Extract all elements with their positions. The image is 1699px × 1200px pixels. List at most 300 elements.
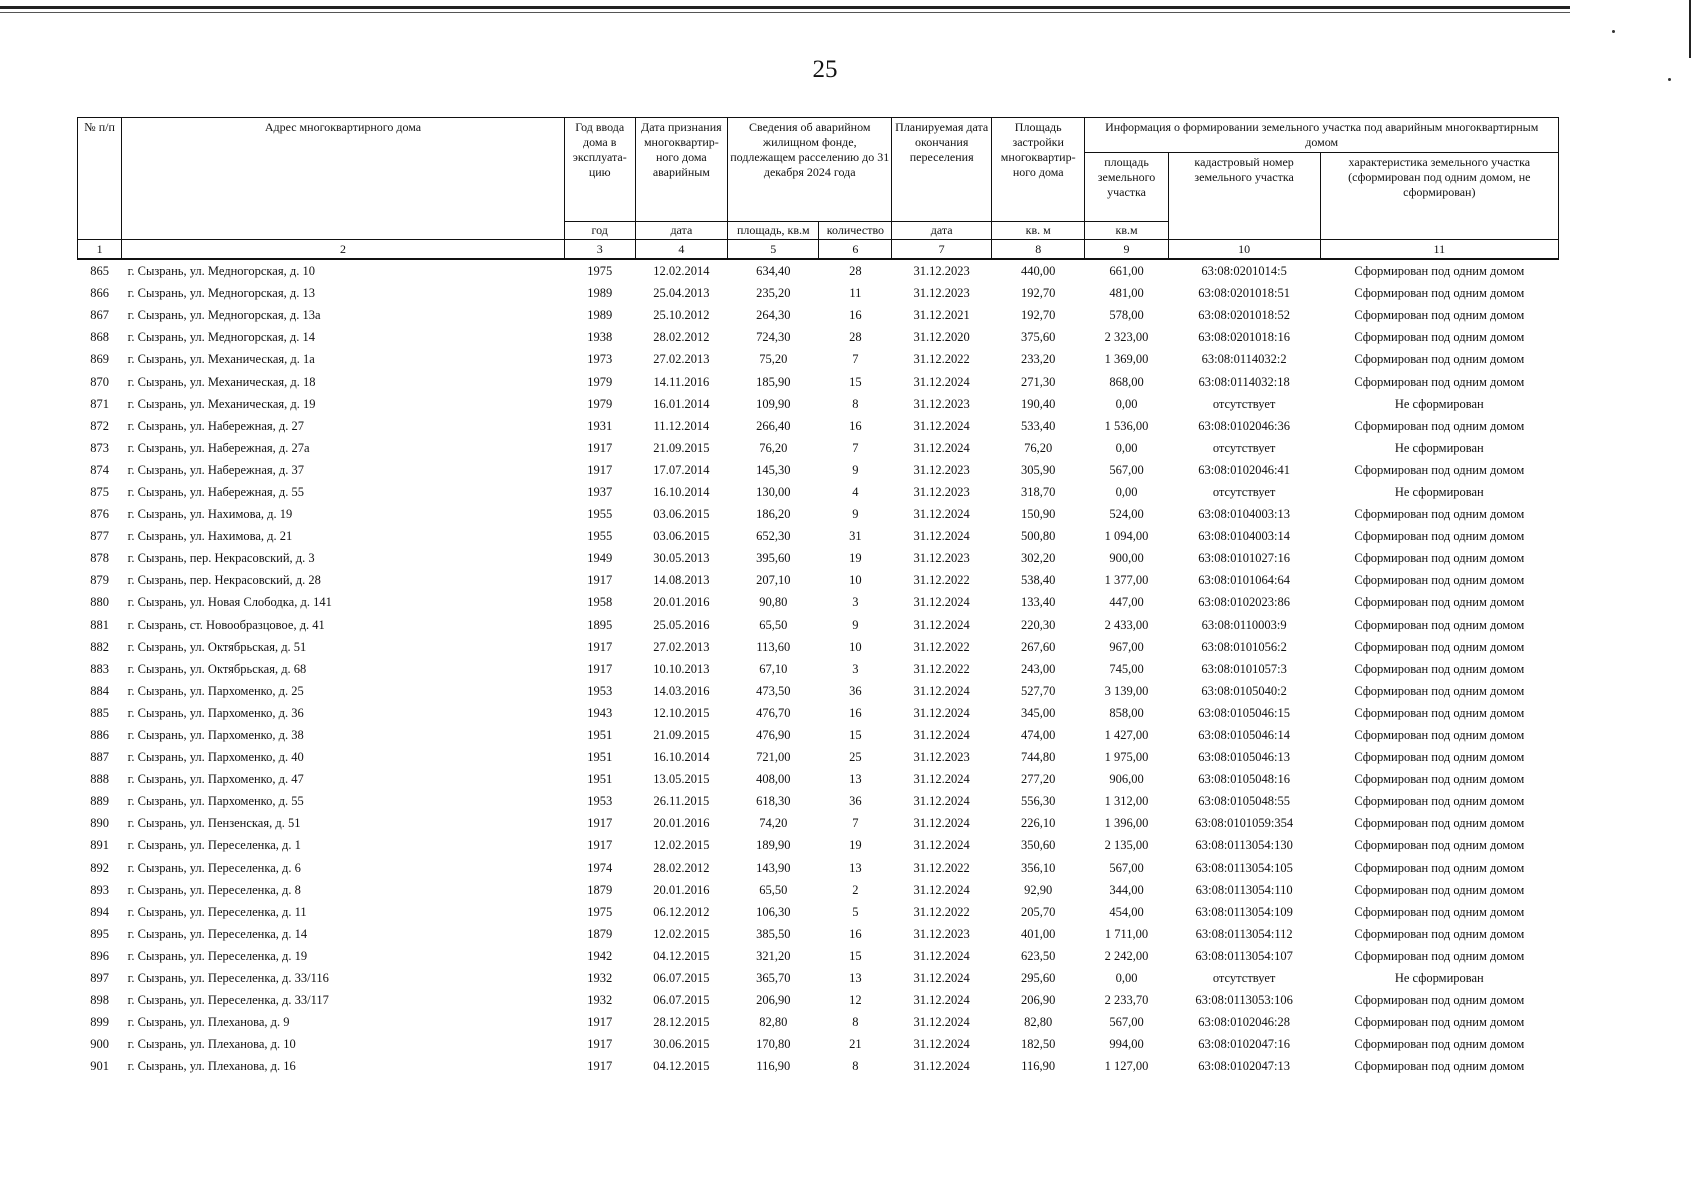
cell-planned-date: 31.12.2024 — [913, 683, 970, 698]
cell-row-number: 871 — [90, 396, 109, 411]
cell-building-area: 267,60 — [1021, 639, 1056, 654]
cell-row-number: 877 — [90, 529, 109, 544]
cell-year-built: 1917 — [587, 1059, 613, 1074]
cell-planned-date: 31.12.2024 — [913, 1037, 970, 1052]
cell-emergency-date: 14.08.2013 — [653, 573, 710, 588]
cell-planned-date: 31.12.2022 — [913, 639, 970, 654]
cell-land-status: Сформирован под одним домом — [1354, 418, 1525, 433]
cell-planned-date: 31.12.2023 — [913, 396, 970, 411]
cell-count: 7 — [852, 816, 859, 831]
page-number: 25 — [812, 56, 838, 83]
cell-cadastral-number: 63:08:0101057:3 — [1201, 661, 1287, 676]
cell-row-number: 867 — [90, 308, 109, 323]
cell-emergency-date: 27.02.2013 — [653, 639, 710, 654]
cell-year-built: 1917 — [587, 462, 613, 477]
cell-area: 652,30 — [756, 529, 791, 544]
cell-count: 8 — [852, 1059, 859, 1074]
cell-planned-date: 31.12.2024 — [913, 993, 970, 1008]
cell-count: 7 — [852, 352, 859, 367]
cell-address: г. Сызрань, ул. Медногорская, д. 13 — [127, 286, 315, 301]
table-row — [78, 879, 1559, 901]
cell-emergency-date: 25.10.2012 — [653, 308, 710, 323]
cell-land-area: 3 139,00 — [1104, 683, 1149, 698]
cell-emergency-date: 03.06.2015 — [653, 529, 710, 544]
cell-land-status: Сформирован под одним домом — [1354, 1037, 1525, 1052]
cell-planned-date: 31.12.2023 — [913, 264, 970, 279]
cell-land-status: Сформирован под одним домом — [1354, 794, 1525, 809]
cell-building-area: 295,60 — [1021, 971, 1056, 986]
cell-building-area: 150,90 — [1021, 507, 1056, 522]
cell-land-status: Сформирован под одним домом — [1354, 993, 1525, 1008]
cell-area: 206,90 — [756, 993, 791, 1008]
cell-count: 4 — [852, 484, 859, 499]
cell-area: 618,30 — [756, 794, 791, 809]
cell-building-area: 500,80 — [1021, 529, 1056, 544]
table-row — [78, 415, 1559, 437]
cell-emergency-date: 12.10.2015 — [653, 705, 710, 720]
cell-emergency-date: 06.12.2012 — [653, 904, 710, 919]
cell-area: 74,20 — [759, 816, 788, 831]
cell-emergency-date: 11.12.2014 — [653, 418, 710, 433]
cell-year-built: 1932 — [587, 971, 613, 986]
header-building-area: Площадь застройки многоквартир- ного дома — [991, 118, 1084, 222]
cell-year-built: 1879 — [587, 926, 613, 941]
cell-planned-date: 31.12.2024 — [913, 507, 970, 522]
table-row — [78, 967, 1559, 989]
cell-building-area: 401,00 — [1021, 926, 1056, 941]
cell-count: 9 — [852, 462, 859, 477]
cell-land-status: Сформирован под одним домом — [1354, 330, 1525, 345]
cell-count: 2 — [852, 882, 859, 897]
cell-land-area: 1 312,00 — [1104, 794, 1149, 809]
table-row — [78, 569, 1559, 591]
cell-row-number: 869 — [90, 352, 109, 367]
cell-land-status: Сформирован под одним домом — [1354, 728, 1525, 743]
cell-address: г. Сызрань, ул. Медногорская, д. 10 — [127, 264, 315, 279]
cell-emergency-date: 27.02.2013 — [653, 352, 710, 367]
cell-row-number: 894 — [90, 904, 109, 919]
cell-land-status: Сформирован под одним домом — [1354, 816, 1525, 831]
cell-year-built: 1979 — [587, 374, 613, 389]
cell-count: 19 — [849, 551, 862, 566]
cell-count: 15 — [849, 728, 862, 743]
table-row — [78, 348, 1559, 370]
cell-land-area: 578,00 — [1109, 308, 1144, 323]
emergency-housing-table — [77, 117, 1559, 1077]
cell-address: г. Сызрань, ул. Пархоменко, д. 38 — [127, 728, 304, 743]
cell-address: г. Сызрань, ул. Переселенка, д. 11 — [127, 904, 307, 919]
cell-year-built: 1879 — [587, 882, 613, 897]
table-row — [78, 945, 1559, 967]
cell-address: г. Сызрань, ул. Октябрьская, д. 51 — [127, 639, 307, 654]
cell-cadastral-number: 63:08:0101059:354 — [1195, 816, 1294, 831]
cell-row-number: 879 — [90, 573, 109, 588]
cell-building-area: 226,10 — [1021, 816, 1056, 831]
unit-area: площадь, кв.м — [728, 222, 819, 240]
cell-address: г. Сызрань, ул. Переселенка, д. 33/117 — [127, 993, 329, 1008]
cell-land-status: Сформирован под одним домом — [1354, 462, 1525, 477]
table-body — [78, 259, 1559, 1077]
cell-land-status: Сформирован под одним домом — [1354, 1059, 1525, 1074]
cell-area: 130,00 — [756, 484, 791, 499]
cell-land-area: 1 369,00 — [1104, 352, 1149, 367]
cell-emergency-date: 28.02.2012 — [653, 860, 710, 875]
cell-emergency-date: 12.02.2015 — [653, 838, 710, 853]
cell-area: 634,40 — [756, 264, 791, 279]
header-cadastral-number: кадастровый номер земельного участка — [1168, 153, 1320, 240]
column-number-row — [78, 240, 1559, 260]
cell-address: г. Сызрань, ст. Новообразцовое, д. 41 — [127, 617, 325, 632]
cell-count: 5 — [852, 904, 859, 919]
cell-year-built: 1955 — [587, 529, 613, 544]
cell-land-status: Не сформирован — [1394, 484, 1484, 499]
cell-land-status: Не сформирован — [1394, 440, 1484, 455]
cell-planned-date: 31.12.2021 — [913, 308, 970, 323]
cell-land-area: 1 711,00 — [1104, 926, 1149, 941]
cell-count: 16 — [849, 926, 862, 941]
cell-emergency-date: 16.01.2014 — [653, 396, 710, 411]
cell-building-area: 350,60 — [1021, 838, 1056, 853]
cell-area: 476,70 — [756, 705, 791, 720]
cell-address: г. Сызрань, ул. Нахимова, д. 21 — [127, 529, 293, 544]
unit-land-area: кв.м — [1085, 222, 1168, 240]
cell-year-built: 1943 — [587, 705, 613, 720]
cell-emergency-date: 20.01.2016 — [653, 816, 710, 831]
cell-year-built: 1917 — [587, 639, 613, 654]
cell-address: г. Сызрань, ул. Переселенка, д. 33/116 — [127, 971, 329, 986]
cell-planned-date: 31.12.2024 — [913, 971, 970, 986]
cell-address: г. Сызрань, ул. Плеханова, д. 16 — [127, 1059, 296, 1074]
cell-year-built: 1942 — [587, 948, 613, 963]
cell-building-area: 538,40 — [1021, 573, 1056, 588]
cell-count: 15 — [849, 948, 862, 963]
cell-area: 365,70 — [756, 971, 791, 986]
cell-cadastral-number: 63:08:0105046:14 — [1198, 728, 1290, 743]
cell-address: г. Сызрань, ул. Пархоменко, д. 47 — [127, 772, 304, 787]
cell-cadastral-number: 63:08:0113054:110 — [1195, 882, 1293, 897]
cell-cadastral-number: 63:08:0113054:109 — [1195, 904, 1293, 919]
cell-year-built: 1895 — [587, 617, 613, 632]
cell-count: 8 — [852, 396, 859, 411]
cell-cadastral-number: 63:08:0113054:112 — [1195, 926, 1293, 941]
table-row — [78, 503, 1559, 525]
cell-count: 3 — [852, 595, 859, 610]
cell-address: г. Сызрань, ул. Пензенская, д. 51 — [127, 816, 301, 831]
cell-area: 385,50 — [756, 926, 791, 941]
column-number: 11 — [1320, 240, 1558, 260]
table-row — [78, 1055, 1559, 1077]
cell-building-area: 182,50 — [1021, 1037, 1056, 1052]
cell-building-area: 533,40 — [1021, 418, 1056, 433]
table-row — [78, 547, 1559, 569]
cell-emergency-date: 13.05.2015 — [653, 772, 710, 787]
cell-planned-date: 31.12.2024 — [913, 1015, 970, 1030]
cell-address: г. Сызрань, ул. Механическая, д. 18 — [127, 374, 316, 389]
cell-building-area: 192,70 — [1021, 286, 1056, 301]
unit-year: год — [564, 222, 635, 240]
cell-land-status: Сформирован под одним домом — [1354, 352, 1525, 367]
cell-building-area: 220,30 — [1021, 617, 1056, 632]
cell-address: г. Сызрань, ул. Переселенка, д. 19 — [127, 948, 308, 963]
cell-address: г. Сызрань, ул. Новая Слободка, д. 141 — [127, 595, 332, 610]
cell-row-number: 882 — [90, 639, 109, 654]
scan-speck — [1612, 30, 1615, 33]
cell-cadastral-number: 63:08:0104003:13 — [1198, 507, 1290, 522]
cell-planned-date: 31.12.2024 — [913, 1059, 970, 1074]
cell-building-area: 206,90 — [1021, 993, 1056, 1008]
cell-planned-date: 31.12.2023 — [913, 462, 970, 477]
cell-address: г. Сызрань, ул. Переселенка, д. 14 — [127, 926, 308, 941]
cell-row-number: 900 — [90, 1037, 109, 1052]
cell-address: г. Сызрань, ул. Набережная, д. 27а — [127, 440, 310, 455]
cell-planned-date: 31.12.2024 — [913, 705, 970, 720]
cell-area: 67,10 — [759, 661, 788, 676]
cell-planned-date: 31.12.2023 — [913, 484, 970, 499]
cell-address: г. Сызрань, ул. Переселенка, д. 6 — [127, 860, 301, 875]
cell-land-status: Сформирован под одним домом — [1354, 286, 1525, 301]
cell-area: 264,30 — [756, 308, 791, 323]
cell-area: 395,60 — [756, 551, 791, 566]
table-row — [78, 834, 1559, 856]
cell-area: 473,50 — [756, 683, 791, 698]
cell-cadastral-number: 63:08:0102046:36 — [1198, 418, 1290, 433]
cell-land-area: 0,00 — [1115, 484, 1138, 499]
table-row — [78, 658, 1559, 680]
cell-emergency-date: 04.12.2015 — [653, 948, 710, 963]
cell-year-built: 1951 — [587, 728, 613, 743]
cell-land-area: 1 377,00 — [1104, 573, 1149, 588]
table-row — [78, 304, 1559, 326]
cell-emergency-date: 25.05.2016 — [653, 617, 710, 632]
cell-area: 106,30 — [756, 904, 791, 919]
cell-count: 28 — [849, 330, 862, 345]
cell-year-built: 1979 — [587, 396, 613, 411]
cell-row-number: 865 — [90, 264, 109, 279]
cell-emergency-date: 30.06.2015 — [653, 1037, 710, 1052]
cell-area: 189,90 — [756, 838, 791, 853]
cell-year-built: 1953 — [587, 794, 613, 809]
cell-building-area: 92,90 — [1024, 882, 1053, 897]
cell-land-area: 524,00 — [1109, 507, 1144, 522]
cell-cadastral-number: 63:08:0101064:64 — [1198, 573, 1290, 588]
cell-count: 11 — [849, 286, 862, 301]
cell-row-number: 891 — [90, 838, 109, 853]
cell-address: г. Сызрань, ул. Пархоменко, д. 36 — [127, 705, 304, 720]
table-row — [78, 768, 1559, 790]
cell-count: 16 — [849, 418, 862, 433]
cell-land-status: Сформирован под одним домом — [1354, 683, 1525, 698]
cell-row-number: 896 — [90, 948, 109, 963]
cell-year-built: 1975 — [587, 264, 613, 279]
cell-row-number: 870 — [90, 374, 109, 389]
cell-area: 143,90 — [756, 860, 791, 875]
cell-building-area: 556,30 — [1021, 794, 1056, 809]
cell-count: 10 — [849, 639, 862, 654]
cell-address: г. Сызрань, ул. Пархоменко, д. 55 — [127, 794, 304, 809]
cell-row-number: 866 — [90, 286, 109, 301]
cell-land-status: Сформирован под одним домом — [1354, 661, 1525, 676]
cell-address: г. Сызрань, пер. Некрасовский, д. 3 — [127, 551, 315, 566]
cell-area: 721,00 — [756, 750, 791, 765]
cell-address: г. Сызрань, пер. Некрасовский, д. 28 — [127, 573, 321, 588]
cell-planned-date: 31.12.2024 — [913, 418, 970, 433]
cell-area: 109,90 — [756, 396, 791, 411]
cell-cadastral-number: 63:08:0104003:14 — [1198, 529, 1290, 544]
cell-planned-date: 31.12.2024 — [913, 617, 970, 632]
cell-building-area: 302,20 — [1021, 551, 1056, 566]
cell-building-area: 76,20 — [1024, 440, 1053, 455]
cell-land-area: 1 094,00 — [1104, 529, 1149, 544]
cell-planned-date: 31.12.2022 — [913, 661, 970, 676]
cell-cadastral-number: 63:08:0201014:5 — [1201, 264, 1287, 279]
table-row — [78, 702, 1559, 724]
cell-year-built: 1973 — [587, 352, 613, 367]
cell-building-area: 192,70 — [1021, 308, 1056, 323]
cell-building-area: 440,00 — [1021, 264, 1056, 279]
cell-planned-date: 31.12.2023 — [913, 551, 970, 566]
cell-land-status: Сформирован под одним домом — [1354, 264, 1525, 279]
cell-cadastral-number: 63:08:0105048:16 — [1198, 772, 1290, 787]
cell-year-built: 1989 — [587, 308, 613, 323]
table-row — [78, 614, 1559, 636]
cell-area: 185,90 — [756, 374, 791, 389]
cell-land-area: 1 536,00 — [1104, 418, 1149, 433]
cell-building-area: 133,40 — [1021, 595, 1056, 610]
cell-count: 3 — [852, 661, 859, 676]
cell-cadastral-number: 63:08:0105046:15 — [1198, 705, 1290, 720]
cell-land-area: 2 242,00 — [1104, 948, 1149, 963]
cell-year-built: 1949 — [587, 551, 613, 566]
table-row — [78, 393, 1559, 415]
table-row — [78, 989, 1559, 1011]
table-row — [78, 680, 1559, 702]
cell-land-status: Сформирован под одним домом — [1354, 507, 1525, 522]
table-row — [78, 437, 1559, 459]
cell-year-built: 1975 — [587, 904, 613, 919]
cell-emergency-date: 26.11.2015 — [653, 794, 710, 809]
cell-emergency-date: 21.09.2015 — [653, 728, 710, 743]
scan-edge-mark — [1689, 0, 1691, 58]
column-number: 5 — [728, 240, 819, 260]
cell-year-built: 1932 — [587, 993, 613, 1008]
cell-land-area: 2 233,70 — [1104, 993, 1149, 1008]
cell-land-status: Сформирован под одним домом — [1354, 860, 1525, 875]
cell-emergency-date: 10.10.2013 — [653, 661, 710, 676]
table-row — [78, 326, 1559, 348]
cell-year-built: 1958 — [587, 595, 613, 610]
cell-planned-date: 31.12.2024 — [913, 794, 970, 809]
cell-area: 76,20 — [759, 440, 788, 455]
cell-area: 207,10 — [756, 573, 791, 588]
cell-row-number: 901 — [90, 1059, 109, 1074]
column-number: 2 — [122, 240, 565, 260]
cell-building-area: 623,50 — [1021, 948, 1056, 963]
cell-building-area: 190,40 — [1021, 396, 1056, 411]
cell-planned-date: 31.12.2022 — [913, 573, 970, 588]
unit-building-area: кв. м — [991, 222, 1084, 240]
cell-cadastral-number: отсутствует — [1212, 484, 1276, 499]
cell-count: 12 — [849, 993, 862, 1008]
cell-cadastral-number: 63:08:0102047:16 — [1198, 1037, 1290, 1052]
cell-year-built: 1951 — [587, 772, 613, 787]
cell-area: 170,80 — [756, 1037, 791, 1052]
table-row — [78, 923, 1559, 945]
cell-count: 16 — [849, 308, 862, 323]
column-number: 4 — [635, 240, 727, 260]
cell-area: 145,30 — [756, 462, 791, 477]
cell-year-built: 1917 — [587, 661, 613, 676]
cell-year-built: 1917 — [587, 816, 613, 831]
cell-area: 116,90 — [756, 1059, 791, 1074]
cell-row-number: 872 — [90, 418, 109, 433]
cell-row-number: 875 — [90, 484, 109, 499]
column-number: 7 — [892, 240, 992, 260]
cell-row-number: 880 — [90, 595, 109, 610]
cell-cadastral-number: 63:08:0102047:13 — [1198, 1059, 1290, 1074]
table-row — [78, 525, 1559, 547]
cell-land-area: 2 323,00 — [1104, 330, 1149, 345]
cell-area: 186,20 — [756, 507, 791, 522]
unit-date: дата — [635, 222, 727, 240]
cell-emergency-date: 25.04.2013 — [653, 286, 710, 301]
cell-land-area: 745,00 — [1109, 661, 1144, 676]
cell-count: 36 — [849, 683, 862, 698]
cell-cadastral-number: 63:08:0105048:55 — [1198, 794, 1290, 809]
cell-cadastral-number: 63:08:0113054:130 — [1195, 838, 1293, 853]
cell-cadastral-number: 63:08:0201018:52 — [1198, 308, 1290, 323]
cell-building-area: 82,80 — [1024, 1015, 1053, 1030]
cell-planned-date: 31.12.2024 — [913, 440, 970, 455]
header-planned-date: Планируемая дата окончания переселения — [892, 118, 992, 222]
cell-building-area: 345,00 — [1021, 705, 1056, 720]
cell-land-status: Сформирован под одним домом — [1354, 948, 1525, 963]
cell-cadastral-number: 63:08:0113054:107 — [1195, 948, 1293, 963]
cell-cadastral-number: 63:08:0114032:18 — [1198, 374, 1290, 389]
header-land-plot-info: Информация о формировании земельного участка под аварийным многоквартирным домом — [1085, 118, 1559, 153]
cell-area: 235,20 — [756, 286, 791, 301]
cell-area: 724,30 — [756, 330, 791, 345]
cell-count: 31 — [849, 529, 862, 544]
cell-land-area: 1 396,00 — [1104, 816, 1149, 831]
cell-row-number: 892 — [90, 860, 109, 875]
header-land-characteristic: характеристика земельного участка (сформирован под одним домом, не сформирован) — [1320, 153, 1558, 240]
table-row — [78, 812, 1559, 834]
cell-emergency-date: 14.03.2016 — [653, 683, 710, 698]
cell-year-built: 1974 — [587, 860, 613, 875]
header-row-number: № п/п — [78, 118, 122, 240]
cell-year-built: 1931 — [587, 418, 613, 433]
cell-count: 19 — [849, 838, 862, 853]
cell-address: г. Сызрань, ул. Медногорская, д. 14 — [127, 330, 315, 345]
cell-address: г. Сызрань, ул. Переселенка, д. 8 — [127, 882, 301, 897]
cell-cadastral-number: 63:08:0201018:51 — [1198, 286, 1290, 301]
cell-land-status: Сформирован под одним домом — [1354, 529, 1525, 544]
header-land-area: площадь земельного участка — [1085, 153, 1168, 222]
cell-land-status: Не сформирован — [1394, 971, 1484, 986]
cell-address: г. Сызрань, ул. Пархоменко, д. 40 — [127, 750, 304, 765]
cell-land-area: 0,00 — [1115, 396, 1138, 411]
cell-count: 15 — [849, 374, 862, 389]
cell-land-area: 967,00 — [1109, 639, 1144, 654]
cell-area: 90,80 — [759, 595, 788, 610]
cell-address: г. Сызрань, ул. Плеханова, д. 9 — [127, 1015, 290, 1030]
cell-land-area: 0,00 — [1115, 971, 1138, 986]
cell-planned-date: 31.12.2023 — [913, 286, 970, 301]
cell-cadastral-number: 63:08:0102046:41 — [1198, 462, 1290, 477]
cell-emergency-date: 16.10.2014 — [653, 484, 710, 499]
cell-planned-date: 31.12.2024 — [913, 529, 970, 544]
cell-year-built: 1917 — [587, 1015, 613, 1030]
